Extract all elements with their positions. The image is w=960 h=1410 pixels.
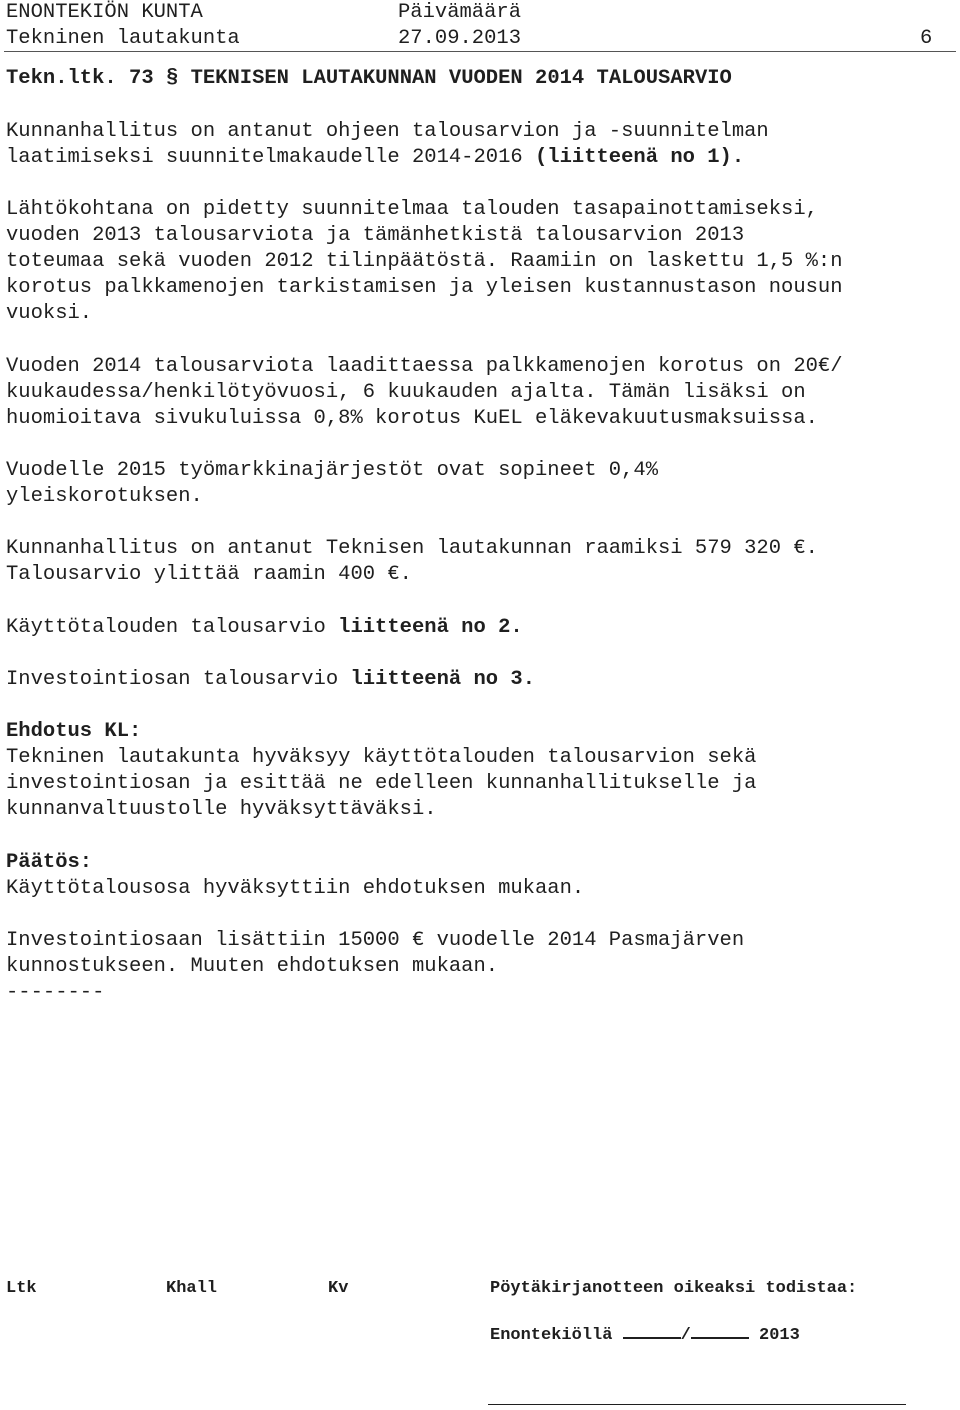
- footer-kv: Kv: [328, 1279, 349, 1298]
- section-symbol: §: [165, 67, 179, 90]
- p7-text: Investointiosan talousarvio: [6, 668, 351, 691]
- decision-separator: --------: [6, 981, 105, 1004]
- proposal-heading: Ehdotus KL:: [6, 720, 142, 743]
- p2-line3: toteumaa sekä vuoden 2012 tilinpäätöstä. Raamiin on laskettu 1,5 %:n: [6, 250, 843, 273]
- municipality-name: ENONTEKIÖN KUNTA: [6, 1, 203, 24]
- header-rule: [4, 51, 956, 52]
- p2-line5: vuoksi.: [6, 302, 93, 325]
- attachment-ref-1: (liitteenä no 1).: [535, 146, 745, 169]
- p5-line1: Kunnanhallitus on antanut Teknisen lautakunnan raamiksi 579 320 €.: [6, 537, 818, 560]
- date-label: Päivämäärä: [398, 1, 522, 24]
- p3-line3: huomioitava sivukuluissa 0,8% korotus KuEL eläkevakuutusmaksuissa.: [6, 407, 818, 430]
- footer-certify: Pöytäkirjanotteen oikeaksi todistaa:: [490, 1279, 858, 1298]
- board-name: Tekninen lautakunta: [6, 27, 240, 50]
- proposal-line2: investointiosan ja esittää ne edelleen kunnanhallitukselle ja: [6, 772, 757, 795]
- p6-line: [6, 615, 523, 641]
- decision-line3: kunnostukseen. Muuten ehdotuksen mukaan.: [6, 955, 499, 978]
- day-blank: [623, 1321, 681, 1339]
- month-blank: [691, 1321, 749, 1339]
- section-prefix: Tekn.ltk. 73: [6, 67, 154, 90]
- proposal-line1: Tekninen lautakunta hyväksyy käyttötalouden talousarvion sekä: [6, 746, 757, 769]
- p2-line4: korotus palkkamenojen tarkistamisen ja yleisen kustannustason nousun: [6, 276, 843, 299]
- p5-line2: Talousarvio ylittää raamin 400 €.: [6, 563, 412, 586]
- p4-line1: Vuodelle 2015 työmarkkinajärjestöt ovat sopineet 0,4%: [6, 459, 659, 482]
- footer-slash: /: [680, 1326, 691, 1345]
- decision-heading: Päätös:: [6, 851, 93, 874]
- p7-line: [6, 667, 535, 693]
- section-title: [6, 66, 732, 92]
- page-number: 6: [920, 27, 933, 50]
- footer-khall: Khall: [166, 1279, 218, 1298]
- proposal-line3: kunnanvaltuustolle hyväksyttäväksi.: [6, 798, 437, 821]
- decision-line2: Investointiosaan lisättiin 15000 € vuodelle 2014 Pasmajärven: [6, 929, 745, 952]
- footer-ltk: Ltk: [6, 1279, 37, 1298]
- meeting-date: 27.09.2013: [398, 27, 522, 50]
- attachment-ref-2: liitteenä no 2.: [338, 616, 523, 639]
- p2-line2: vuoden 2013 talousarviota ja tämänhetkistä talousarvion 2013: [6, 224, 745, 247]
- p1-line2-text: laatimiseksi suunnitelmakaudelle 2014-2016: [6, 146, 535, 169]
- footer-place: Enontekiöllä: [490, 1326, 613, 1345]
- p6-text: Käyttötalouden talousarvio: [6, 616, 339, 639]
- footer-year: 2013: [759, 1326, 800, 1345]
- attachment-ref-3: liitteenä no 3.: [350, 668, 535, 691]
- p1-line1: Kunnanhallitus on antanut ohjeen talousarvion ja -suunnitelman: [6, 120, 769, 143]
- p1-line2: [6, 145, 744, 171]
- p4-line2: yleiskorotuksen.: [6, 485, 203, 508]
- p2-line1: Lähtökohtana on pidetty suunnitelmaa talouden tasapainottamiseksi,: [6, 198, 818, 221]
- p3-line2: kuukaudessa/henkilötyövuosi, 6 kuukauden ajalta. Tämän lisäksi on: [6, 381, 806, 404]
- decision-line1: Käyttötalousosa hyväksyttiin ehdotuksen mukaan.: [6, 877, 585, 900]
- p3-line1: Vuoden 2014 talousarviota laadittaessa palkkamenojen korotus on 20€/: [6, 355, 843, 378]
- section-heading: TEKNISEN LAUTAKUNNAN VUODEN 2014 TALOUSARVIO: [190, 67, 732, 90]
- signature-line: [488, 1404, 906, 1405]
- footer-date-line: [490, 1321, 800, 1347]
